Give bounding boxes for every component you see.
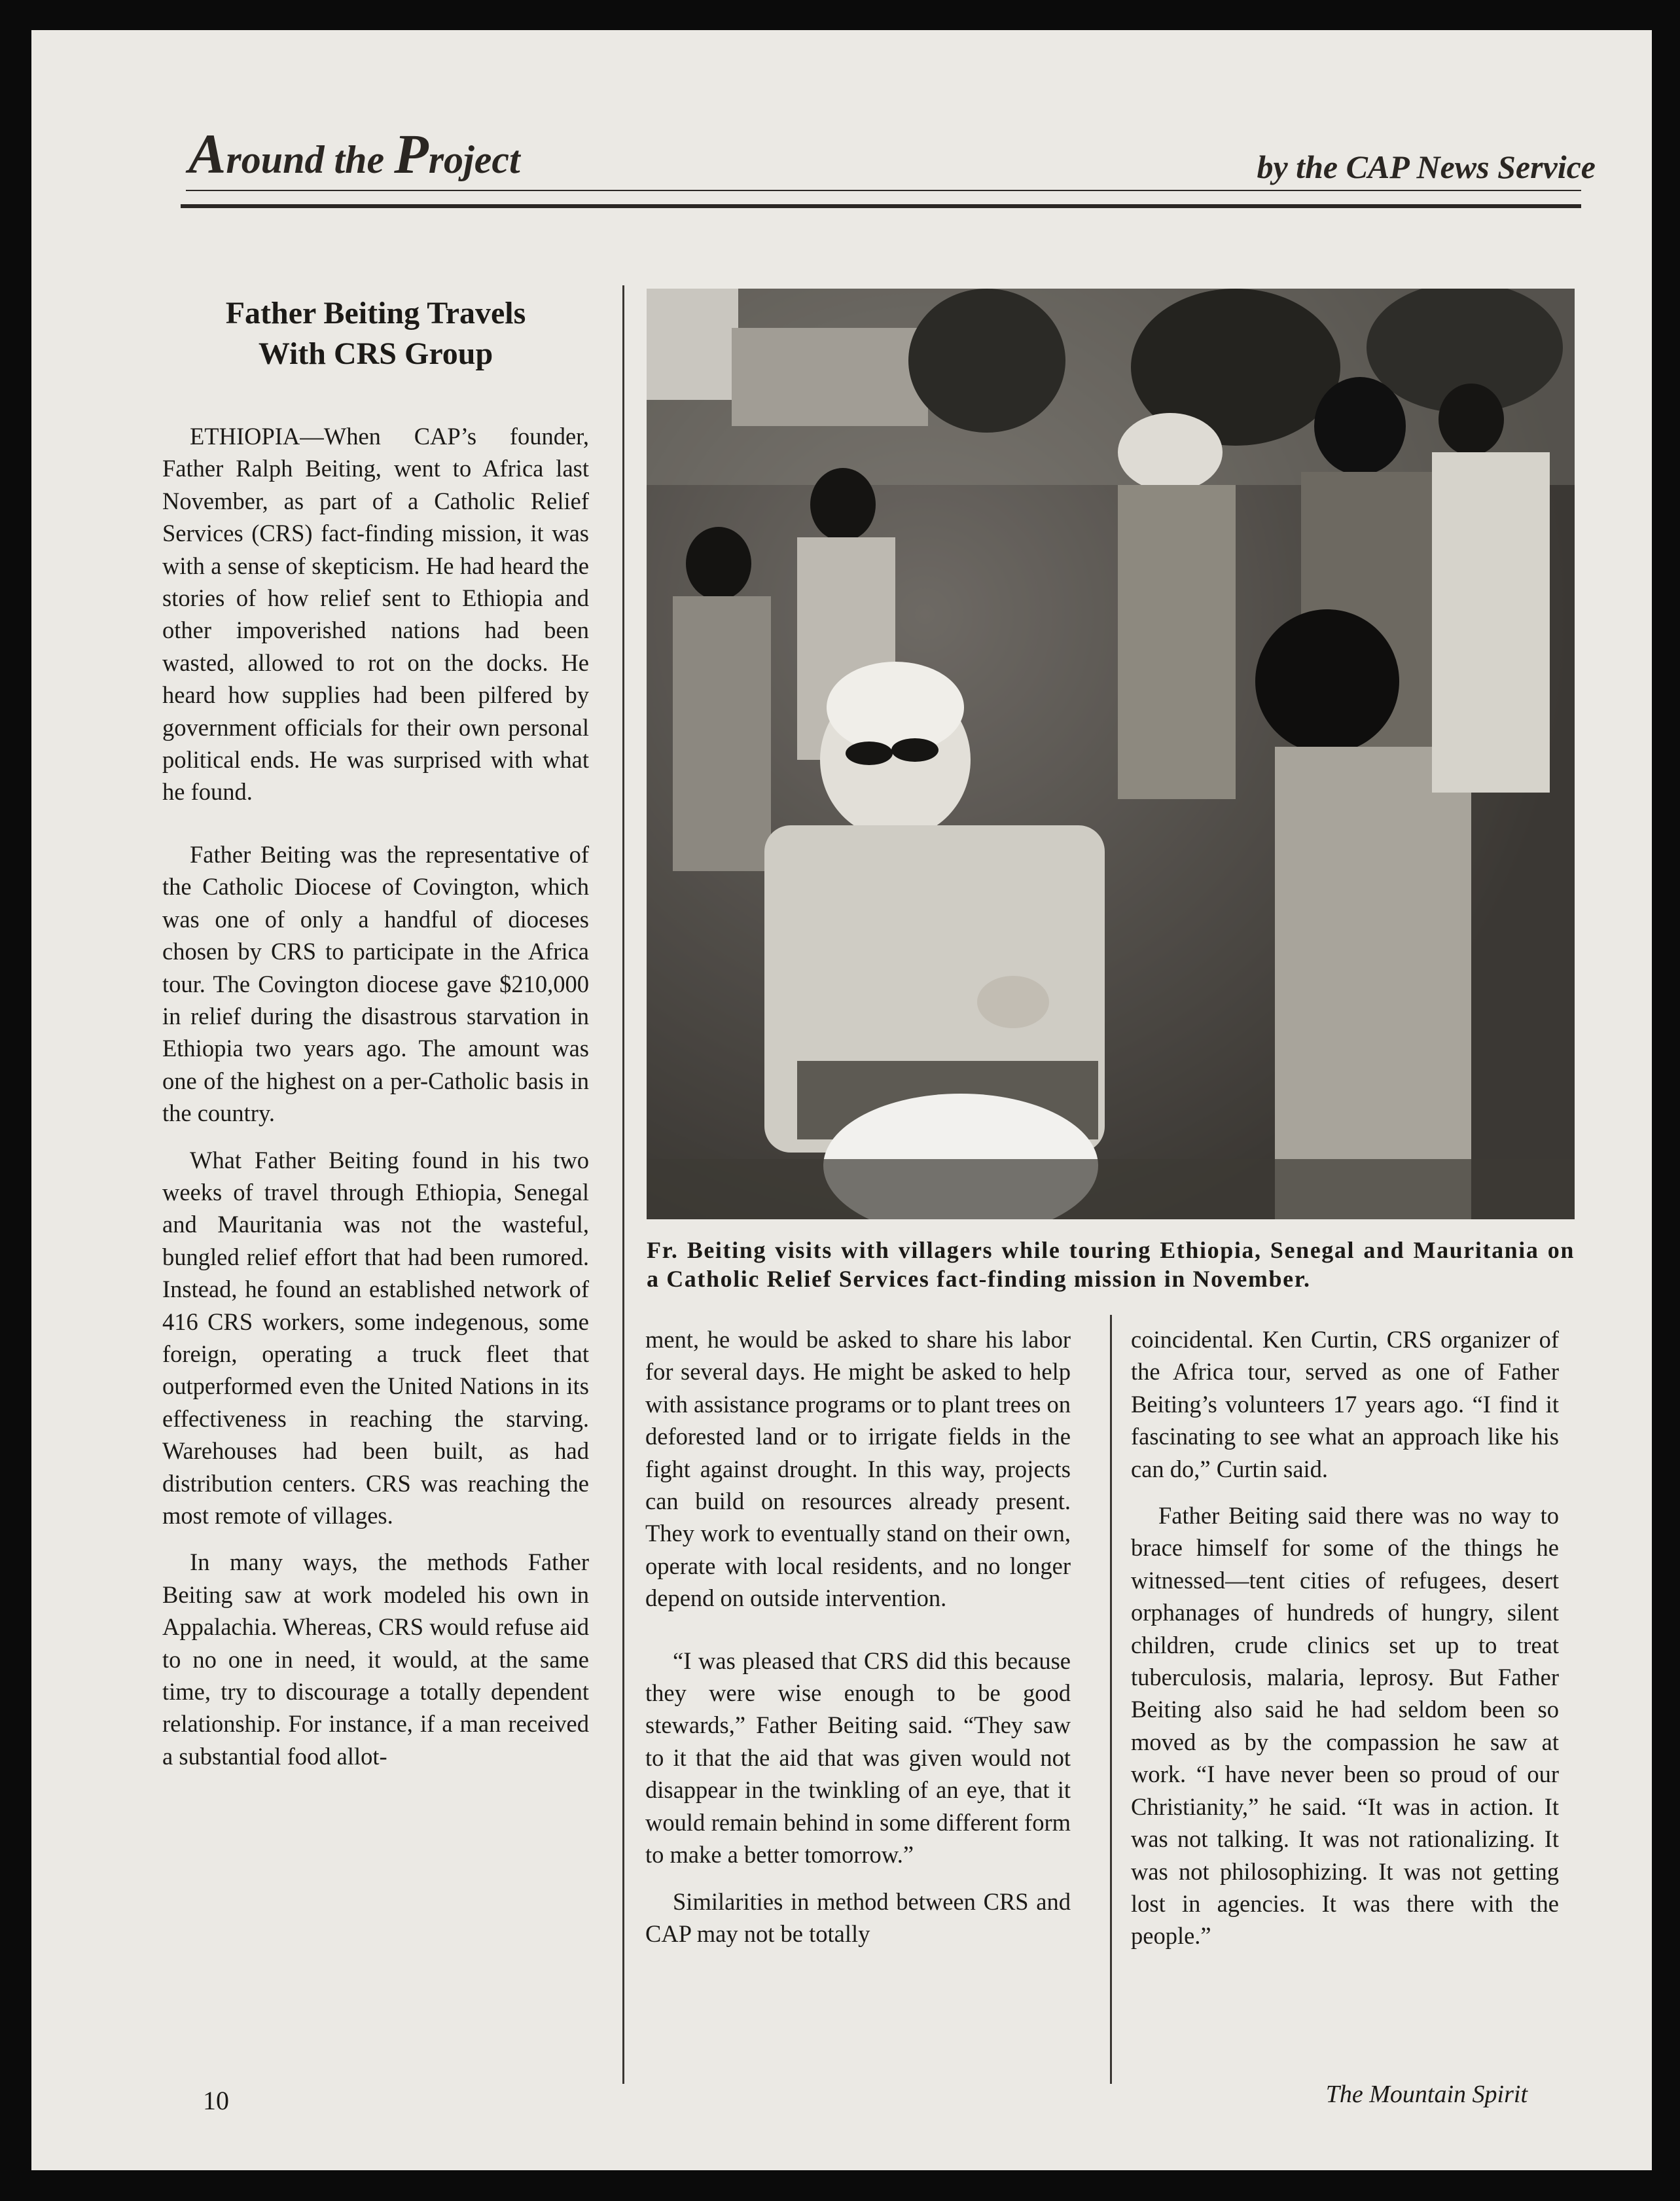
section-title-initial-p: P — [394, 122, 429, 185]
article-column-2 — [645, 1323, 1071, 1950]
paragraph: Similarities in method between CRS and CAP may not be totally — [645, 1888, 1071, 1947]
article-title-line2: With CRS Group — [258, 336, 493, 371]
article-column-1 — [162, 293, 589, 1772]
column-divider-2 — [1110, 1315, 1112, 2084]
paragraph: What Father Beiting found in his two weeks of travel through Ethiopia, Senegal and Mauritania was not the wasteful, bungled relief effort that had been rumored. Instead, he found an established network of 416 CRS workers, some indegenous, some foreign, operating a truck fleet that outperformed even the United Nations in its effectiveness in reaching the starving. Warehouses had been built, as had distribution centers. CRS was reaching the most remote of villages. — [162, 1146, 589, 1529]
section-title-initial-a: A — [188, 122, 226, 185]
header-rule-thick — [181, 204, 1581, 208]
article-title — [162, 293, 589, 374]
article-title-line1: Father Beiting Travels — [225, 296, 526, 331]
page-number: 10 — [203, 2086, 229, 2115]
paragraph: “I was pleased that CRS did this because they were wise enough to be good stewards,” Father Beiting said. “They saw to it that the aid that was given would not disappear in the twinkling of an eye, that it would remain behind in some different form to make a better tomorrow.” — [645, 1647, 1071, 1869]
magazine-page — [31, 30, 1652, 2170]
photo-caption: Fr. Beiting visits with villagers while touring Ethiopia, Senegal and Mauritania on a Catholic Relief Services fact-finding mission in November. — [647, 1237, 1575, 1292]
header-rule-thin — [186, 190, 1581, 191]
article-photo — [647, 289, 1575, 1219]
article-column-3 — [1131, 1323, 1559, 1952]
column-divider-1 — [622, 285, 624, 2084]
paragraph: ment, he would be asked to share his labor for several days. He might be asked to help with assistance programs or to plant trees on deforested land or to irrigate fields in the fight against drought. In this way, projects can build on resources already present. They work to eventually stand on their own, operate with local residents, and no longer depend on outside intervention. — [645, 1326, 1071, 1612]
section-title-part2: roject — [428, 138, 520, 181]
paragraph: Father Beiting was the representative of the Catholic Diocese of Covington, which was one of only a handful of dioceses chosen by CRS to participate in the Africa tour. The Covington diocese gave $210,000 in relief during the disastrous starvation in Ethiopia two years ago. The amount was one of the highest on a per-Catholic basis in the country. — [162, 840, 589, 1127]
byline: by the CAP News Service — [1257, 149, 1596, 185]
photo-villagers-illustration — [647, 289, 1575, 1219]
section-title-part1: round the — [226, 138, 395, 181]
paragraph: coincidental. Ken Curtin, CRS organizer of the Africa tour, served as one of Father Beiting’s volunteers 17 years ago. “I find it fascinating to see what an approach like his can do,” Curtin said. — [1131, 1326, 1559, 1482]
paragraph: In many ways, the methods Father Beiting saw at work modeled his own in Appalachia. Whereas, CRS would refuse aid to no one in need, it would, at the same time, try to discourage a totally dependent relationship. For instance, if a man received a substantial food allot- — [162, 1548, 589, 1770]
publication-name: The Mountain Spirit — [1325, 2081, 1528, 2108]
paragraph: Father Beiting said there was no way to brace himself for some of the things he witnessed—tent cities of refugees, desert orphanages of hundreds of hungry, silent children, crude clinics set up to treat tuberculosis, malaria, leprosy. But Father Beiting also said he had seldom been so moved as by the compassion he saw at work. “I have never been so proud of our Christianity,” he said. “It was in action. It was not talking. It was not rationalizing. It was not philosophizing. It was not getting lost in agencies. It was there with the people.” — [1131, 1502, 1559, 1950]
paragraph: ETHIOPIA—When CAP’s founder, Father Ralph Beiting, went to Africa last November, as part of a Catholic Relief Services (CRS) fact-finding mission, it was with a sense of skepticism. He had heard the stories of how relief sent to Ethiopia and other impoverished nations had been wasted, allowed to rot on the docks. He heard how supplies had been pilfered by government officials for their own personal political ends. He was surprised with what he found. — [162, 423, 589, 806]
section-title — [188, 122, 520, 185]
